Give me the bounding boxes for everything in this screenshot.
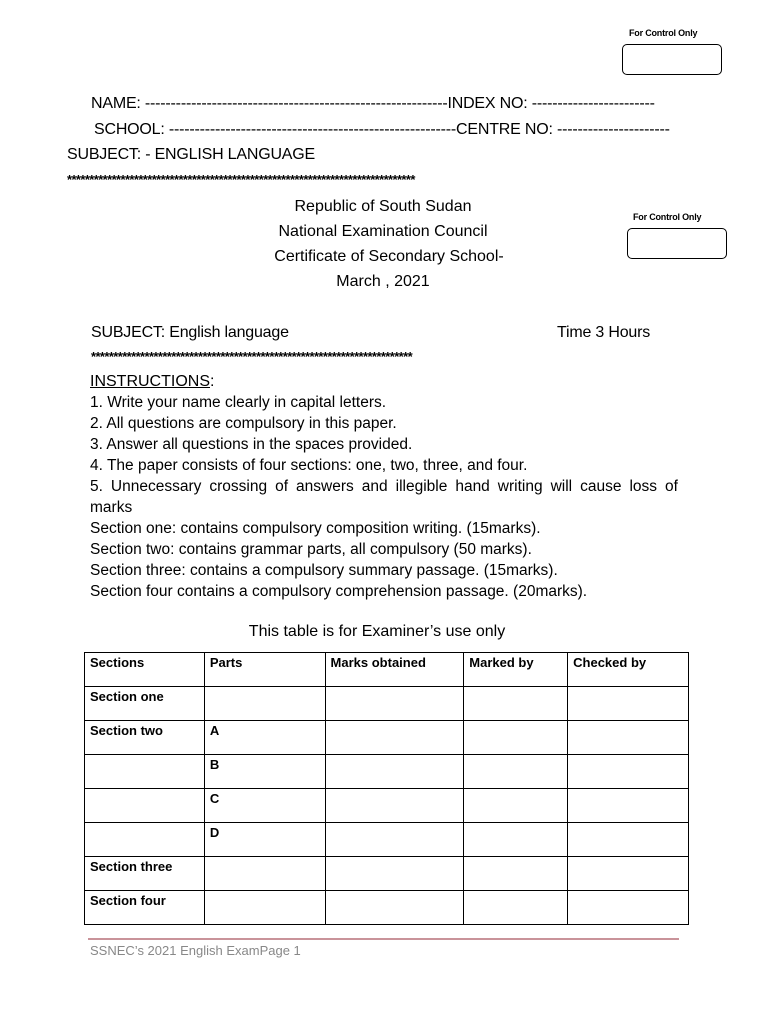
- table-header-row: [85, 653, 689, 687]
- marked-by-cell[interactable]: [464, 823, 568, 857]
- checked-by-cell[interactable]: [568, 687, 689, 721]
- instructions-heading-row: [90, 371, 678, 392]
- marks-cell[interactable]: [325, 721, 464, 755]
- control-label-top: For Control Only: [629, 28, 698, 38]
- instruction-line: 4. The paper consists of four sections: one, two, three, and four.: [90, 457, 528, 474]
- section-cell: Section four: [85, 891, 205, 925]
- section-cell: Section three: [85, 857, 205, 891]
- marked-by-cell[interactable]: [464, 721, 568, 755]
- header-parts: Parts: [204, 653, 325, 687]
- table-row: [85, 789, 689, 823]
- checked-by-cell[interactable]: [568, 755, 689, 789]
- footer-text: SSNEC’s 2021 English ExamPage 1: [90, 943, 301, 958]
- checked-by-cell[interactable]: [568, 721, 689, 755]
- part-cell: [204, 687, 325, 721]
- footer-divider: [88, 938, 679, 940]
- section-cell: [85, 789, 205, 823]
- exam-title-block: [0, 194, 768, 294]
- marked-by-cell[interactable]: [464, 789, 568, 823]
- subject-label: SUBJECT: English language: [91, 324, 289, 341]
- instruction-line: 3. Answer all questions in the spaces provided.: [90, 436, 413, 453]
- title-line-certificate: Certificate of Secondary School-: [274, 248, 504, 265]
- table-row: [85, 755, 689, 789]
- section-cell: [85, 823, 205, 857]
- table-row: [85, 687, 689, 721]
- marked-by-cell[interactable]: [464, 755, 568, 789]
- instructions-block: [90, 371, 678, 602]
- section-line: Section three: contains a compulsory summary passage. (15marks).: [90, 562, 558, 579]
- checked-by-cell[interactable]: [568, 789, 689, 823]
- time-label: Time 3 Hours: [557, 324, 651, 341]
- section-cell: Section one: [85, 687, 205, 721]
- instruction-line: 2. All questions are compulsory in this paper.: [90, 415, 397, 432]
- table-row: [85, 721, 689, 755]
- instruction-line: 1. Write your name clearly in capital letters.: [90, 394, 387, 411]
- marks-cell[interactable]: [325, 891, 464, 925]
- table-caption: [0, 623, 768, 641]
- section-cell: Section two: [85, 721, 205, 755]
- part-cell: A: [204, 721, 325, 755]
- checked-by-cell[interactable]: [568, 857, 689, 891]
- stars-separator-top: ******************************************************************************: [67, 172, 415, 187]
- checked-by-cell[interactable]: [568, 823, 689, 857]
- marks-cell[interactable]: [325, 857, 464, 891]
- instruction-line: 5. Unnecessary crossing of answers and illegible hand writing will cause loss of marks: [90, 478, 678, 516]
- section-line: Section two: contains grammar parts, all compulsory (50 marks).: [90, 541, 532, 558]
- part-cell: [204, 891, 325, 925]
- section-line: Section one: contains compulsory composition writing. (15marks).: [90, 520, 541, 537]
- section-cell: [85, 755, 205, 789]
- part-cell: B: [204, 755, 325, 789]
- marked-by-cell[interactable]: [464, 857, 568, 891]
- subject-header-line: SUBJECT: - ENGLISH LANGUAGE: [67, 146, 315, 163]
- header-marks-obtained: Marks obtained: [325, 653, 464, 687]
- name-index-line: NAME: -----------------------------------------------------------INDEX NO: ------------------------: [91, 95, 655, 112]
- part-cell: D: [204, 823, 325, 857]
- marks-cell[interactable]: [325, 789, 464, 823]
- checked-by-cell[interactable]: [568, 891, 689, 925]
- title-line-council: National Examination Council: [278, 223, 488, 240]
- part-cell: C: [204, 789, 325, 823]
- table-row: [85, 857, 689, 891]
- marks-cell[interactable]: [325, 755, 464, 789]
- marked-by-cell[interactable]: [464, 687, 568, 721]
- header-sections: Sections: [85, 653, 205, 687]
- instructions-heading: INSTRUCTIONS: [90, 373, 210, 390]
- title-line-republic: Republic of South Sudan: [294, 198, 472, 215]
- header-checked-by: Checked by: [568, 653, 689, 687]
- marked-by-cell[interactable]: [464, 891, 568, 925]
- title-line-date: March , 2021: [336, 273, 430, 290]
- marks-cell[interactable]: [325, 823, 464, 857]
- table-caption-text: This table is for Examiner’s use only: [248, 623, 506, 640]
- instructions-colon: :: [210, 373, 215, 390]
- school-centre-line: SCHOOL: --------------------------------------------------------CENTRE NO: ----------------------: [94, 121, 670, 138]
- examiner-table: [84, 652, 689, 925]
- table-row: [85, 823, 689, 857]
- section-line: Section four contains a compulsory comprehension passage. (20marks).: [90, 583, 588, 600]
- stars-separator-mid: ************************************************************************: [91, 349, 413, 364]
- control-box-top[interactable]: [622, 44, 722, 75]
- part-cell: [204, 857, 325, 891]
- marks-cell[interactable]: [325, 687, 464, 721]
- table-row: [85, 891, 689, 925]
- header-marked-by: Marked by: [464, 653, 568, 687]
- control-label-mid: For Control Only: [633, 212, 702, 222]
